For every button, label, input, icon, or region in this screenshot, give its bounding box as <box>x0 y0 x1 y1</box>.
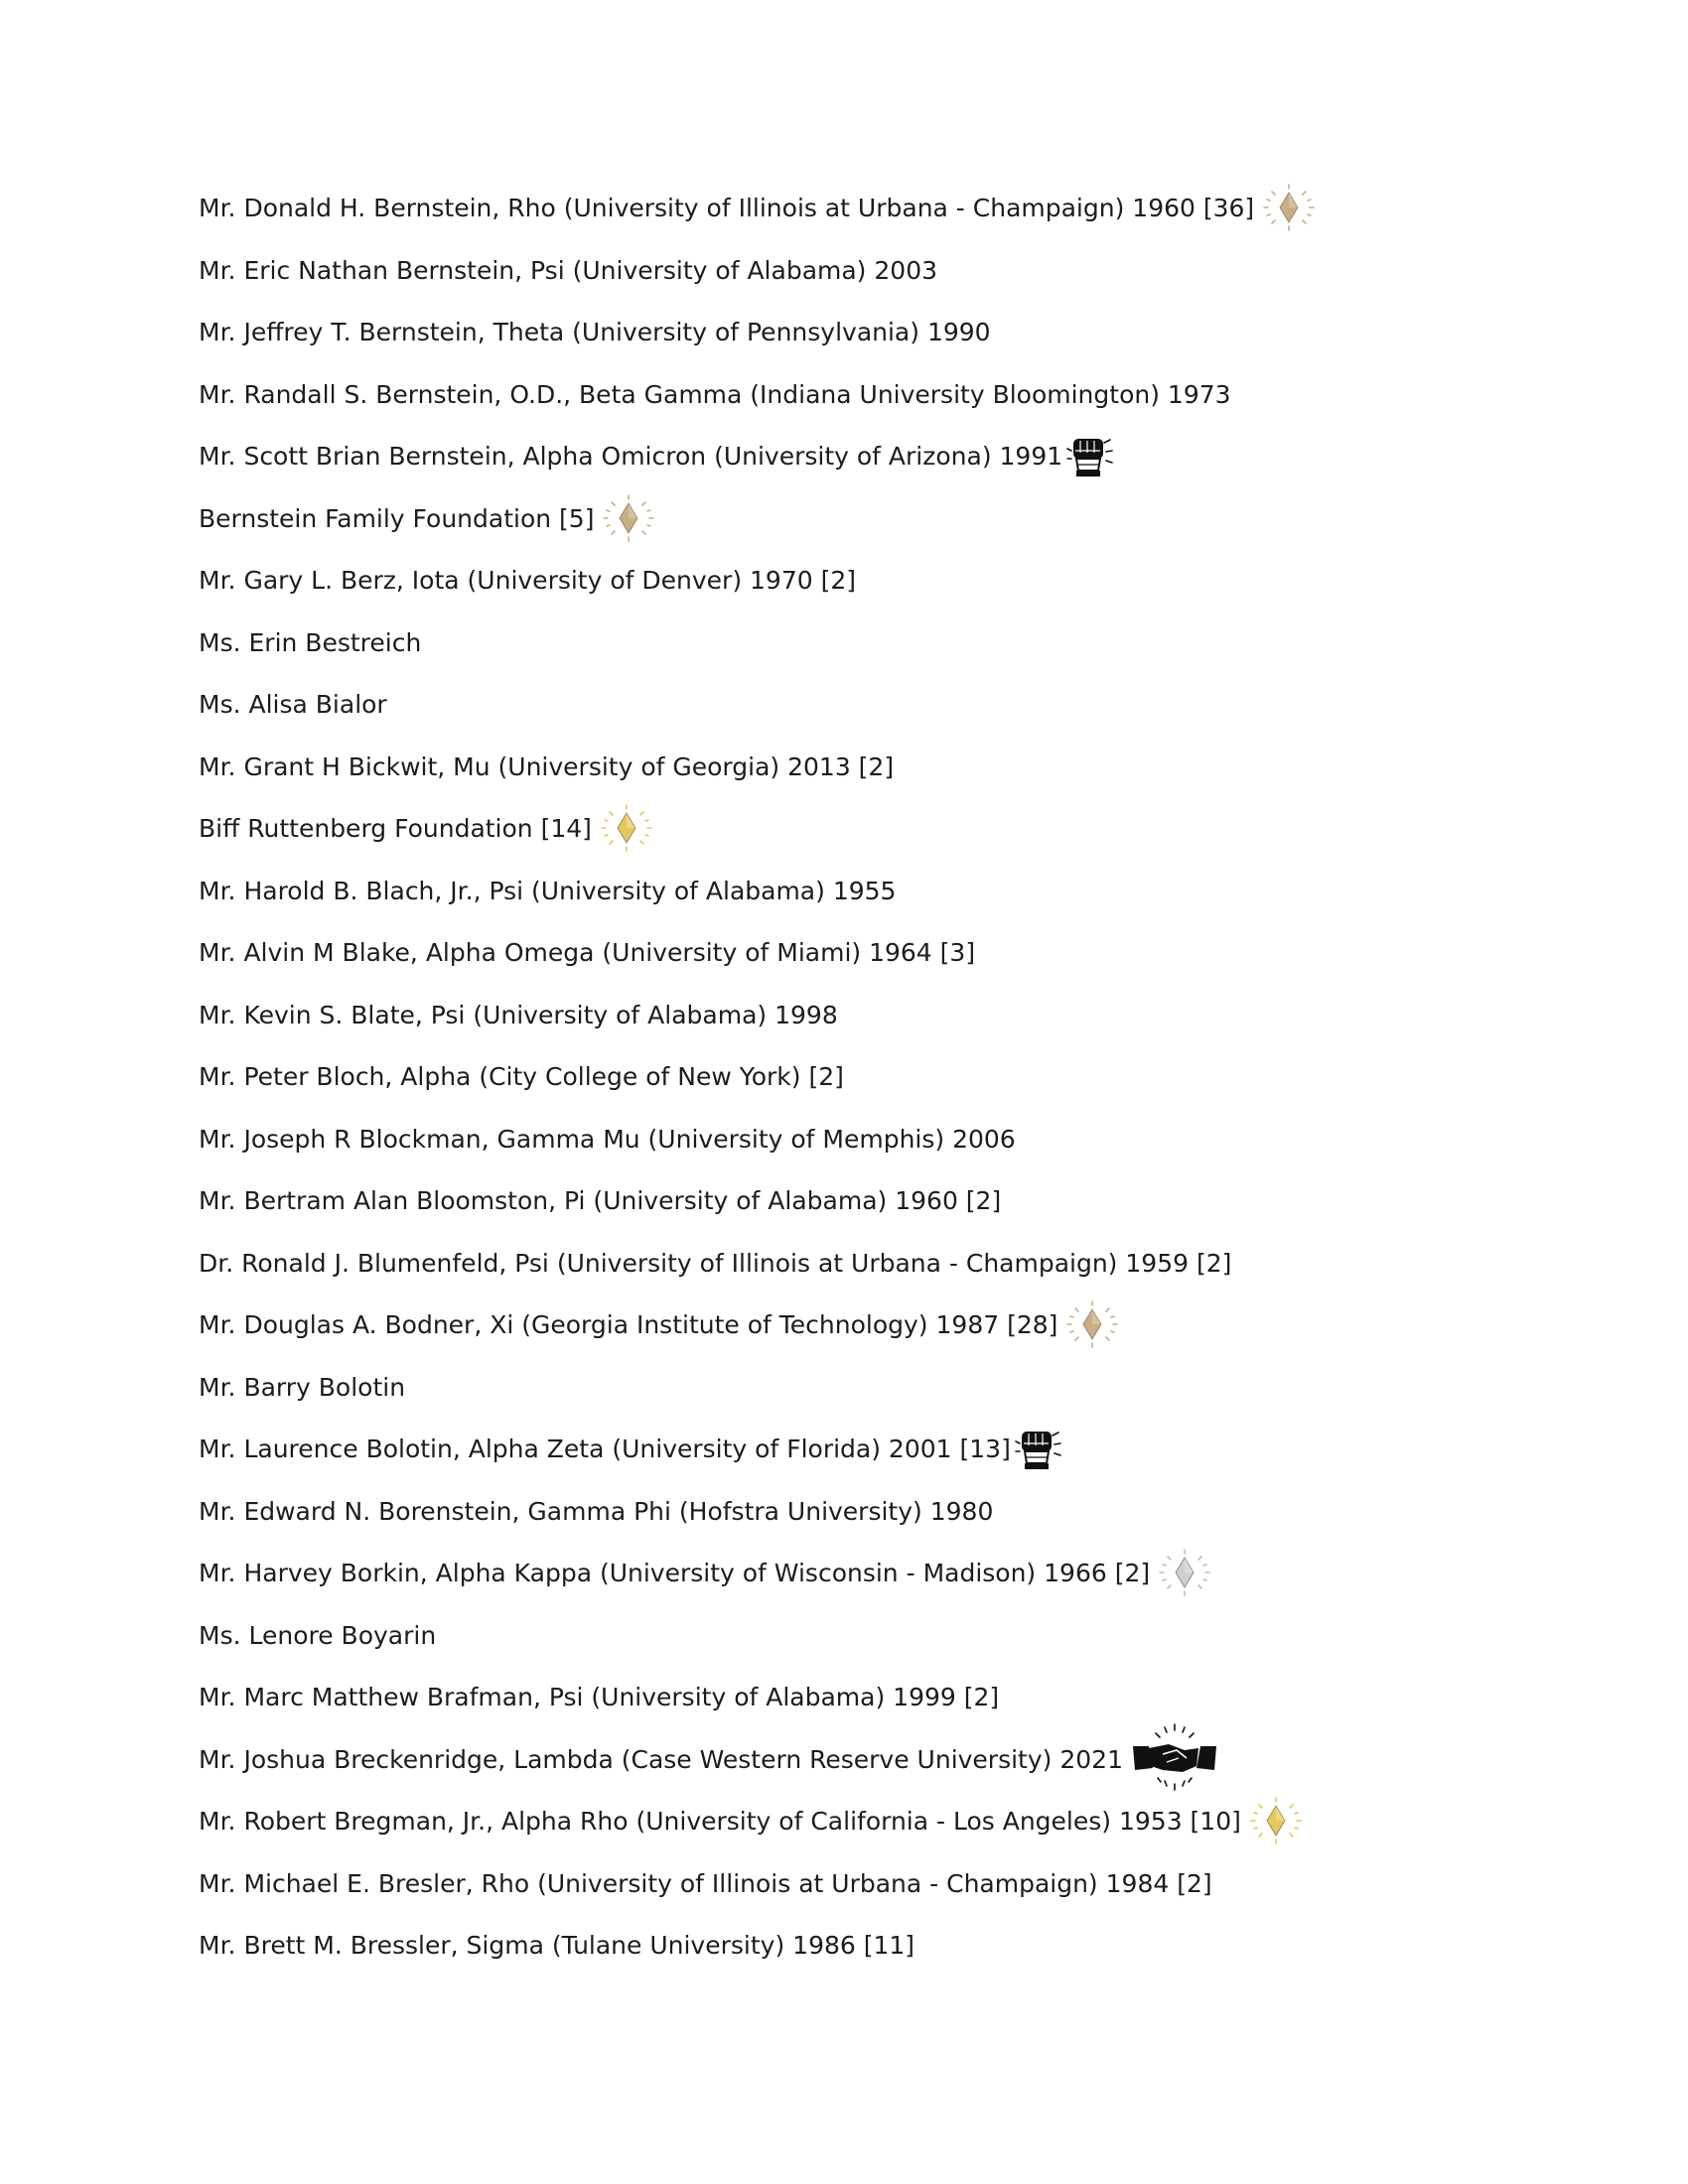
donor-entry-text: Ms. Alisa Bialor <box>199 690 387 719</box>
donor-entry <box>199 189 1549 251</box>
donor-entry <box>199 1802 1549 1864</box>
donor-entry-text: Mr. Marc Matthew Brafman, Psi (University of Alabama) 1999 [2] <box>199 1683 1000 1711</box>
diamond-tan-icon <box>598 493 659 543</box>
donor-entry-text: Mr. Douglas A. Bodner, Xi (Georgia Institute of Technology) 1987 [28] <box>199 1310 1058 1339</box>
donor-entry-text: Mr. Randall S. Bernstein, O.D., Beta Gamma (Indiana University Bloomington) 1973 <box>199 379 1231 409</box>
donor-entry <box>199 872 1549 934</box>
donor-entry-text: Mr. Brett M. Bressler, Sigma (Tulane University) 1986 [11] <box>199 1931 915 1960</box>
donor-entry <box>199 1616 1549 1679</box>
donor-entry-text: Ms. Lenore Boyarin <box>199 1620 437 1650</box>
donor-entry <box>199 561 1549 623</box>
donor-entry <box>199 996 1549 1058</box>
donor-entry <box>199 623 1549 686</box>
donor-entry <box>199 437 1549 499</box>
donor-entry-text: Biff Ruttenberg Foundation [14] <box>199 814 592 843</box>
donor-entry <box>199 1678 1549 1740</box>
donor-entry-text: Mr. Edward N. Borenstein, Gamma Phi (Hofstra University) 1980 <box>199 1496 994 1526</box>
donor-entry-text: Bernstein Family Foundation [5] <box>199 503 595 533</box>
donor-entry <box>199 1926 1549 1988</box>
donor-entry <box>199 1864 1549 1927</box>
donor-entry <box>199 1740 1549 1803</box>
donor-entry-text: Mr. Jeffrey T. Bernstein, Theta (University of Pennsylvania) 1990 <box>199 318 991 346</box>
donor-entry <box>199 748 1549 810</box>
donor-entry <box>199 809 1549 872</box>
donor-entries <box>199 189 1549 1988</box>
donor-entry <box>199 1057 1549 1120</box>
donor-entry <box>199 1492 1549 1555</box>
donor-entry-text: Mr. Kevin S. Blate, Psi (University of Alabama) 1998 <box>199 1000 838 1029</box>
fist-icon <box>1013 1426 1062 1473</box>
donor-entry-text: Mr. Bertram Alan Bloomston, Pi (University of Alabama) 1960 [2] <box>199 1186 1002 1215</box>
donor-entry <box>199 499 1549 562</box>
donor-entry-text: Mr. Joshua Breckenridge, Lambda (Case Western Reserve University) 2021 <box>199 1744 1123 1774</box>
handshake-icon <box>1129 1720 1220 1798</box>
donor-list <box>199 189 1549 1988</box>
donor-entry <box>199 1120 1549 1182</box>
donor-entry-text: Mr. Gary L. Berz, Iota (University of Denver) 1970 [2] <box>199 566 857 595</box>
donor-entry-text: Mr. Laurence Bolotin, Alpha Zeta (University of Florida) 2001 [13] <box>199 1434 1011 1463</box>
donor-entry <box>199 1181 1549 1244</box>
donor-entry <box>199 1554 1549 1616</box>
donor-entry <box>199 685 1549 748</box>
donor-entry <box>199 933 1549 996</box>
diamond-gold-icon <box>596 803 657 853</box>
donor-entry-text: Mr. Donald H. Bernstein, Rho (University of Illinois at Urbana - Champaign) 1960 [36] <box>199 194 1255 222</box>
diamond-tan-icon <box>1061 1299 1123 1349</box>
donor-entry <box>199 1305 1549 1368</box>
donor-entry-text: Mr. Barry Bolotin <box>199 1372 406 1402</box>
donor-entry <box>199 375 1549 438</box>
diamond-gold-icon <box>1245 1796 1307 1845</box>
diamond-silver-icon <box>1154 1548 1215 1597</box>
donor-entry <box>199 1368 1549 1431</box>
fist-icon <box>1064 433 1114 480</box>
donor-entry-text: Mr. Michael E. Bresler, Rho (University of Illinois at Urbana - Champaign) 1984 [2] <box>199 1868 1212 1898</box>
donor-entry <box>199 251 1549 314</box>
donor-entry <box>199 1430 1549 1492</box>
donor-entry-text: Mr. Peter Bloch, Alpha (City College of New York) [2] <box>199 1062 844 1091</box>
donor-entry-text: Ms. Erin Bestreich <box>199 627 422 657</box>
donor-entry-text: Mr. Harold B. Blach, Jr., Psi (University of Alabama) 1955 <box>199 876 897 905</box>
donor-entry-text: Mr. Joseph R Blockman, Gamma Mu (University of Memphis) 2006 <box>199 1124 1016 1154</box>
donor-entry-text: Mr. Scott Brian Bernstein, Alpha Omicron (University of Arizona) 1991 <box>199 442 1063 471</box>
donor-entry <box>199 1244 1549 1306</box>
donor-entry-text: Mr. Eric Nathan Bernstein, Psi (University of Alabama) 2003 <box>199 255 938 285</box>
donor-entry-text: Mr. Alvin M Blake, Alpha Omega (University of Miami) 1964 [3] <box>199 938 976 967</box>
donor-entry-text: Mr. Robert Bregman, Jr., Alpha Rho (University of California - Los Angeles) 1953 [10] <box>199 1807 1241 1836</box>
donor-entry-text: Mr. Harvey Borkin, Alpha Kappa (University of Wisconsin - Madison) 1966 [2] <box>199 1559 1151 1587</box>
donor-entry <box>199 313 1549 375</box>
donor-entry-text: Mr. Grant H Bickwit, Mu (University of Georgia) 2013 [2] <box>199 751 895 781</box>
diamond-tan-icon <box>1258 183 1320 232</box>
donor-entry-text: Dr. Ronald J. Blumenfeld, Psi (University of Illinois at Urbana - Champaign) 1959 [2] <box>199 1248 1232 1278</box>
